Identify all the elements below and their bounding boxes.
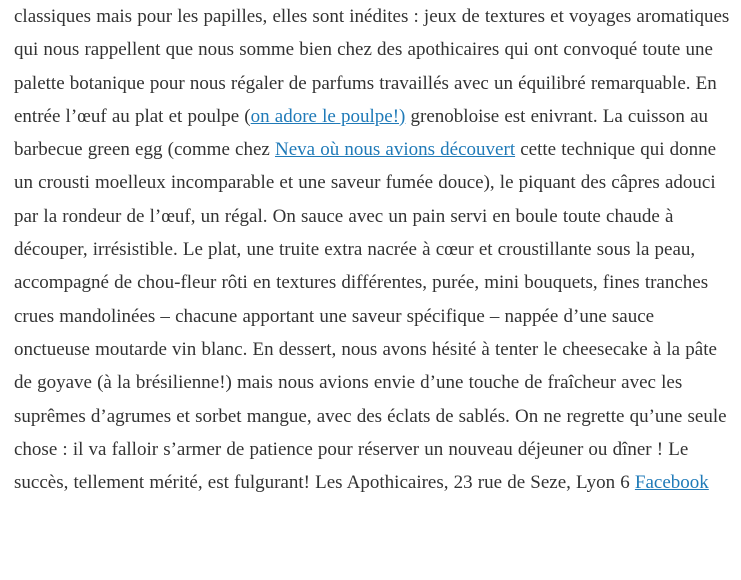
article-text-1: classiques mais pour les papilles, elles sont inédites : jeux de textures et voyages aromatiques qui nous rappellent que nous somme bien chez des apothicaires qui ont convoqué toute une palette botanique pour nous régaler de parfums travaillés avec un équilibré remarquable. En entrée l’œuf au plat et poulpe ( [14,6,730,127]
article-text-3: cette technique qui donne un crousti moelleux incomparable et une saveur fumée douce), le piquant des câpres adouci par la rondeur de l’œuf, un régal. On sauce avec un pain servi en boule toute chaude à découper, irrésistible. Le plat, une truite extra nacrée à cœur et croustillante sous la peau, accompagné de chou-fleur rôti en textures différentes, purée, mini bouquets, fines tranches crues mandolinées – chacune apportant une saveur spécifique – nappée d’une sauce onctueuse moutarde vin blanc. En dessert, nous avons hésité à tenter le cheesecake à la pâte de goyave (à la brésilienne!) mais nous avions envie d’une touche de fraîcheur avec les suprêmes d’agrumes et sorbet mangue, avec des éclats de sablés. On ne regrette qu’une seule chose : il va falloir s’armer de patience pour réserver un nouveau déjeuner ou dîner ! Le succès, tellement mérité, est fulgurant! Les Apothicaires, 23 rue de Seze, Lyon 6 [14,139,727,494]
link-facebook[interactable]: Facebook [634,472,709,494]
link-neva[interactable]: Neva où nous avions découvert [275,139,516,161]
article-text-2: grenobloise est enivrant. La cuisson au barbecue green egg (comme chez [14,105,708,161]
link-poulpe[interactable]: on adore le poulpe!) [250,105,406,127]
article-paragraph [14,0,730,499]
